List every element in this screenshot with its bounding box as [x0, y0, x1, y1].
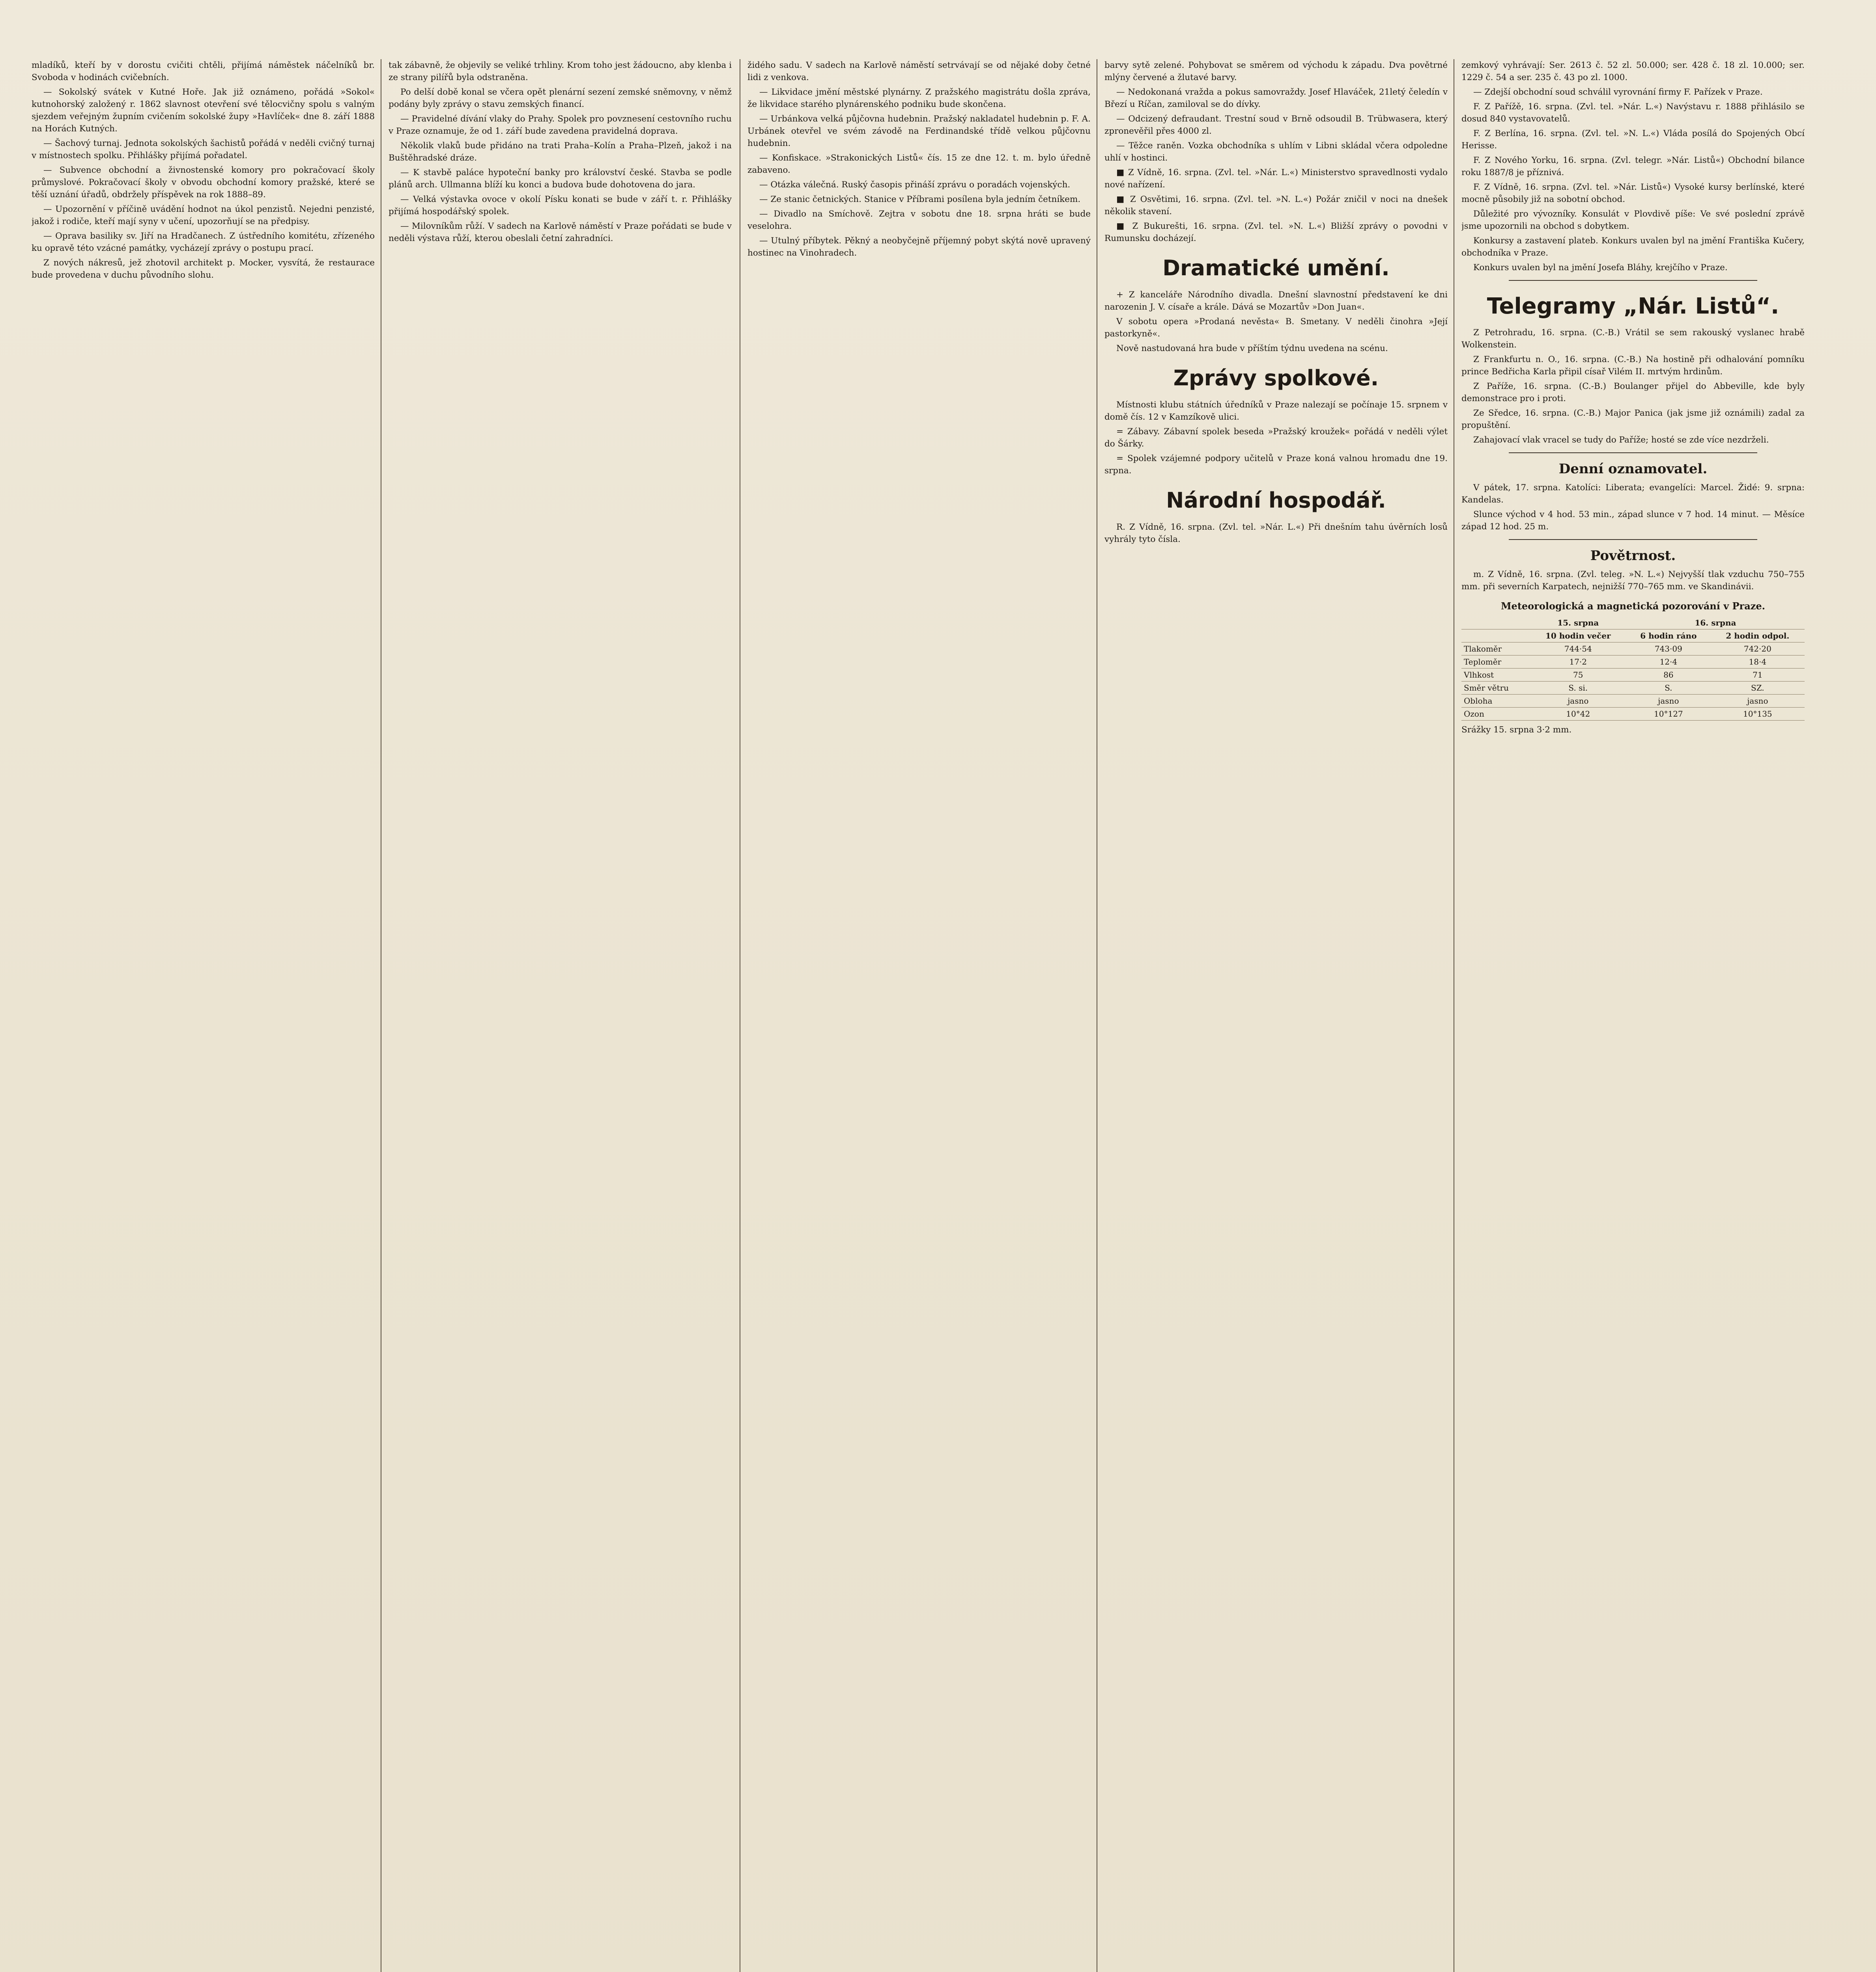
weather-col-time: 10 hodin večer — [1530, 629, 1626, 642]
section-heading-weather: Povětrnost. — [1590, 548, 1676, 564]
section-heading-daily: Denní oznamovatel. — [1558, 461, 1708, 477]
weather-table-row — [1461, 695, 1805, 708]
weather-cell: S. — [1626, 682, 1711, 695]
weather-cell: jasno — [1626, 695, 1711, 708]
article-paragraph: Několik vlaků bude přidáno na trati Praha–Kolín a Praha–Plzeň, jakož i na Buštěhradské dráze. — [389, 141, 732, 163]
weather-cell: 18·4 — [1711, 655, 1805, 669]
column-5 — [1461, 59, 1805, 1972]
weather-col-label — [1461, 616, 1530, 629]
article-paragraph: = Spolek vzájemné podpory učitelů v Praze koná valnou hromadu dne 19. srpna. — [1104, 454, 1448, 476]
weather-table-row — [1461, 655, 1805, 669]
weather-cell: 10°42 — [1530, 708, 1626, 721]
article-paragraph: — Těžce raněn. Vozka obchodníka s uhlím v Libni skládal včera odpoledne uhlí v hostinci. — [1104, 141, 1448, 163]
weather-cell: 86 — [1626, 669, 1711, 682]
weather-table-row — [1461, 669, 1805, 682]
weather-table-row — [1461, 642, 1805, 655]
weather-cell: 12·4 — [1626, 655, 1711, 669]
weather-cell: S. si. — [1530, 682, 1626, 695]
article-paragraph: — Velká výstavka ovoce v okolí Písku konati se bude v září t. r. Přihlášky přijímá hospodářský spolek. — [389, 194, 732, 217]
telegram-paragraph: Zahajovací vlak vracel se tudy do Paříže; hosté se zde více nezdrželi. — [1473, 435, 1769, 445]
article-paragraph: — Nedokonaná vražda a pokus samovraždy. Josef Hlaváček, 21letý čeledín v Březí u Ríčan, zamiloval se do dívky. — [1104, 87, 1448, 109]
article-paragraph: Z nových nákresů, jež zhotovil architekt p. Mocker, vysvítá, že restaurace bude provedena v duchu původního slohu. — [32, 258, 375, 280]
weather-row-label: Ozon — [1461, 708, 1530, 721]
weather-cell: 743·09 — [1626, 642, 1711, 655]
weather-row-label: Tlakoměr — [1461, 642, 1530, 655]
weather-note: Srážky 15. srpna 3·2 mm. — [1461, 725, 1572, 735]
article-paragraph: F. Z Pařížě, 16. srpna. (Zvl. tel. »Nár. L.«) Navýstavu r. 1888 přihlásilo se dosud 840 vystavovatelů. — [1461, 102, 1805, 124]
divider — [1509, 280, 1757, 281]
article-paragraph: Konkurs uvalen byl na jmění Josefa Bláhy, krejčího v Praze. — [1473, 263, 1728, 273]
article-paragraph: = Zábavy. Zábavní spolek beseda »Pražský kroužek« pořádá v neděli výlet do Šárky. — [1104, 427, 1448, 449]
article-paragraph: — Urbánkova velká půjčovna hudebnin. Pražský nakladatel hudebnin p. F. A. Urbánek otevřel ve svém závodě na Ferdinandské třídě velkou půjčovnu hudebnin. — [747, 114, 1091, 148]
article-paragraph: — Otázka válečná. Ruský časopis přináší zprávu o poradách vojenských. — [759, 180, 1071, 190]
column-4 — [1104, 59, 1448, 1972]
daily-paragraph: V pátek, 17. srpna. Katolíci: Liberata; evangelíci: Marcel. Židé: 9. srpna: Kandelas. — [1461, 483, 1805, 505]
weather-row-label: Vlhkost — [1461, 669, 1530, 682]
weather-cell: 10°127 — [1626, 708, 1711, 721]
article-paragraph: zemkový vyhrávají: Ser. 2613 č. 52 zl. 50.000; ser. 428 č. 18 zl. 10.000; ser. 1229 č. 54 a ser. 235 č. 43 po zl. 1000. — [1461, 60, 1805, 82]
weather-cell: 10°135 — [1711, 708, 1805, 721]
telegram-paragraph: Z Paříže, 16. srpna. (C.-B.) Boulanger přijel do Abbeville, kde byly demonstrace pro i proti. — [1461, 381, 1805, 403]
article-paragraph: ■ Z Vídně, 16. srpna. (Zvl. tel. »Nár. L.«) Ministerstvo spravedlnosti vydalo nové nařízení. — [1104, 168, 1448, 190]
article-paragraph: Důležité pro vývozníky. Konsulát v Plovdivě píše: Ve své poslední zprávě jsme upozornili na obchod s dobytkem. — [1461, 209, 1805, 231]
article-paragraph: Místnosti klubu státních úředníků v Praze nalezají se počínaje 15. srpnem v domě čís. 12 v Kamzíkově ulici. — [1104, 400, 1448, 422]
article-paragraph: — Upozornění v příčině uvádění hodnot na úkol penzistů. Nejedni penzisté, jakož i rodiče, kteří mají syny v učení, upozorňují se na předpisy. — [32, 204, 375, 226]
divider — [1509, 452, 1757, 453]
column-2 — [389, 59, 732, 1972]
weather-cell: 71 — [1711, 669, 1805, 682]
weather-row-label: Obloha — [1461, 695, 1530, 708]
weather-row-label: Směr větru — [1461, 682, 1530, 695]
article-paragraph: — Sokolský svátek v Kutné Hoře. Jak již oznámeno, pořádá »Sokol« kutnohorský založený r. 1862 slavnost otevření své tělocvičny spolu s valným sjezdem veřejným župním cvičením sokolské župy »Havlíček« dne 8. září 1888 na Horách Kutných. — [32, 87, 375, 134]
article-paragraph: F. Z Vídně, 16. srpna. (Zvl. tel. »Nár. Listů«) Vysoké kursy berlínské, které mocně působily již na sobotní obchod. — [1461, 182, 1805, 204]
article-paragraph: Po delší době konal se včera opět plenární sezení zemské sněmovny, v němž podány byly zprávy o stavu zemských financí. — [389, 87, 732, 109]
article-paragraph: — Utulný příbytek. Pěkný a neobyčejně příjemný pobyt skýtá nově upravený hostinec na Vinohradech. — [747, 236, 1091, 258]
telegram-paragraph: Z Petrohradu, 16. srpna. (C.-B.) Vrátil se sem rakouský vyslanec hrabě Wolkenstein. — [1461, 328, 1805, 350]
article-paragraph: — Divadlo na Smíchově. Zejtra v sobotu dne 18. srpna hráti se bude veselohra. — [747, 209, 1091, 231]
weather-col-date: 15. srpna — [1530, 616, 1626, 629]
weather-table — [1461, 616, 1805, 721]
weather-cell: 742·20 — [1711, 642, 1805, 655]
article-paragraph: mladíků, kteří by v dorostu cvičiti chtěli, přijímá náměstek náčelníků br. Svoboda v hodinách cvičebních. — [32, 60, 375, 82]
article-paragraph: — Odcizený defraudant. Trestní soud v Brně odsoudil B. Trübwasera, který zpronevěřil přes 4000 zl. — [1104, 114, 1448, 136]
weather-table-body — [1461, 642, 1805, 721]
weather-cell: jasno — [1530, 695, 1626, 708]
weather-cell: jasno — [1711, 695, 1805, 708]
weather-col-label — [1461, 629, 1530, 642]
weather-table-title: Meteorologická a magnetická pozorování v Praze. — [1500, 600, 1766, 612]
weather-table-header — [1461, 616, 1805, 629]
article-paragraph: — Likvidace jmění městské plynárny. Z pražského magistrátu došla zpráva, že likvidace starého plynárenského podniku bude skončena. — [747, 87, 1091, 109]
article-paragraph: — Šachový turnaj. Jednota sokolských šachistů pořádá v neděli cvičný turnaj v místnostech spolku. Přihlášky přijímá pořadatel. — [32, 138, 375, 161]
section-heading-telegrams: Telegramy „Nár. Listů“. — [1487, 293, 1779, 319]
weather-cell: SZ. — [1711, 682, 1805, 695]
column-1 — [32, 59, 375, 1972]
article-paragraph: — Pravidelné dívání vlaky do Prahy. Spolek pro povznesení cestovního ruchu v Praze oznamuje, že od 1. září bude zavedena pravidelná doprava. — [389, 114, 732, 136]
daily-paragraph: Slunce východ v 4 hod. 53 min., západ slunce v 7 hod. 14 minut. — Měsíce západ 12 hod. 25 m. — [1461, 510, 1805, 532]
weather-cell: 744·54 — [1530, 642, 1626, 655]
article-paragraph: — Oprava basiliky sv. Jiří na Hradčanech. Z ústředního komitétu, zřízeného ku opravě této vzácné památky, vycházejí zprávy o postupu prací. — [32, 231, 375, 253]
article-paragraph: Nově nastudovaná hra bude v příštím týdnu uvedena na scénu. — [1116, 344, 1388, 353]
weather-cell: 75 — [1530, 669, 1626, 682]
column-3 — [747, 59, 1091, 1972]
section-heading-clubs: Zprávy spolkové. — [1173, 366, 1379, 390]
article-paragraph: — Milovníkům růží. V sadech na Karlově náměstí v Praze pořádati se bude v neděli výstava růží, kterou obeslali četní zahradníci. — [389, 221, 732, 243]
section-heading-theatre: Dramatické umění. — [1162, 256, 1390, 280]
weather-table-subheader — [1461, 629, 1805, 642]
weather-table-row — [1461, 682, 1805, 695]
weather-col-date: 16. srpna — [1626, 616, 1805, 629]
telegram-paragraph: Z Frankfurtu n. O., 16. srpna. (C.-B.) Na hostině při odhalování pomníku prince Bedřicha Karla připil císař Vilém II. mrtvým hrdinům. — [1461, 355, 1805, 377]
article-paragraph: ■ Z Osvětimi, 16. srpna. (Zvl. tel. »N. L.«) Požár zničil v noci na dnešek několik stavení. — [1104, 194, 1448, 217]
article-paragraph: — Konfiskace. »Strakonických Listů« čís. 15 ze dne 12. t. m. bylo úředně zabaveno. — [747, 153, 1091, 175]
article-paragraph: ■ Z Bukurešti, 16. srpna. (Zvl. tel. »N. L.«) Bližší zprávy o povodni v Rumunsku docházejí. — [1104, 221, 1448, 243]
article-paragraph: tak zábavně, že objevily se veliké trhliny. Krom toho jest žádoucno, aby klenba i ze strany pilířů byla odstraněna. — [389, 60, 732, 82]
article-paragraph: Konkursy a zastavení plateb. Konkurs uvalen byl na jmění Františka Kučery, obchodníka v Praze. — [1461, 236, 1805, 258]
article-paragraph: — Subvence obchodní a živnostenské komory pro pokračovací školy průmyslové. Pokračovací školy v obvodu obchodní komory pražské, které se těší uznání úřadů, obdržely příspěvek na rok 1888–89. — [32, 165, 375, 200]
weather-cell: 17·2 — [1530, 655, 1626, 669]
weather-col-time: 2 hodin odpol. — [1711, 629, 1805, 642]
divider — [1509, 539, 1757, 540]
weather-paragraph: m. Z Vídně, 16. srpna. (Zvl. teleg. »N. L.«) Nejvyšší tlak vzduchu 750–755 mm. při severních Karpatech, nejnižší 770–765 mm. ve Skandinávii. — [1461, 570, 1805, 592]
weather-table-row — [1461, 708, 1805, 721]
article-paragraph: F. Z Nového Yorku, 16. srpna. (Zvl. telegr. »Nár. Listů«) Obchodní bilance roku 1887/8 je příznivá. — [1461, 155, 1805, 177]
article-paragraph: V sobotu opera »Prodaná nevěsta« B. Smetany. V neděli činohra »Její pastorkyně«. — [1104, 317, 1448, 339]
article-paragraph: — Zdejší obchodní soud schválil vyrovnání firmy F. Pařízek v Praze. — [1473, 87, 1763, 97]
telegram-paragraph: Ze Sředce, 16. srpna. (C.-B.) Major Panica (jak jsme již oznámili) zadal za propuštění. — [1461, 408, 1805, 430]
article-paragraph: barvy sytě zelené. Pohybovat se směrem od východu k západu. Dva povětrné mlýny červené a žlutavé barvy. — [1104, 60, 1448, 82]
article-paragraph: + Z kanceláře Národního divadla. Dnešní slavnostní představení ke dni narozenin J. V. císaře a krále. Dává se Mozartův »Don Juan«. — [1104, 290, 1448, 312]
article-paragraph: R. Z Vídně, 16. srpna. (Zvl. tel. »Nár. L.«) Při dnešním tahu úvěrních losů vyhrály tyto čísla. — [1104, 522, 1448, 544]
article-paragraph: — Ze stanic četnických. Stanice v Příbrami posílena byla jedním četníkem. — [759, 194, 1081, 204]
weather-col-time: 6 hodin ráno — [1626, 629, 1711, 642]
weather-row-label: Teploměr — [1461, 655, 1530, 669]
article-paragraph: židého sadu. V sadech na Karlově náměstí setrvávají se od nějaké doby četné lidi z venkova. — [747, 60, 1091, 82]
article-paragraph: F. Z Berlína, 16. srpna. (Zvl. tel. »N. L.«) Vláda posílá do Spojených Obcí Herisse. — [1461, 129, 1805, 151]
article-paragraph: — K stavbě paláce hypoteční banky pro království české. Stavba se podle plánů arch. Ullmanna blíží ku konci a budova bude dohotovena do jara. — [389, 168, 732, 190]
section-heading-economy: Národní hospodář. — [1166, 488, 1386, 513]
